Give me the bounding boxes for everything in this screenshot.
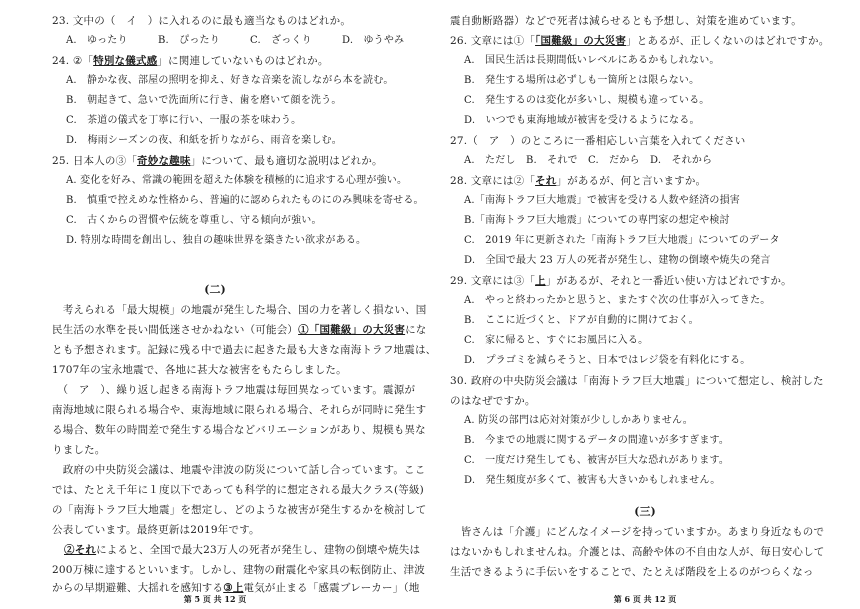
q29-option-c: C. 家に帰ると、すぐにお風呂に入る。 xyxy=(464,335,649,346)
q28-underlined-phrase: それ xyxy=(535,175,557,187)
passage-underline-2: ②それ xyxy=(64,544,97,556)
right-page xyxy=(430,0,860,609)
q29-stem: 29. 文章には③「上」があるが、それと一番近い使い方はどれですか。 xyxy=(450,275,792,287)
q27-option-b: B. それで xyxy=(526,155,578,166)
q23-option-a: A. ゆったり xyxy=(66,35,128,46)
q28-stem: 28. 文章には②「それ」があるが、何と言いますか。 xyxy=(450,175,707,187)
passage-line-3: とも予想されます。記録に残る中で過去に起きた最も大きな南海トラフ地震は、 xyxy=(52,344,437,356)
q26-option-b: B. 発生する場所は必ずしも一箇所とは限らない。 xyxy=(464,75,700,86)
q28-option-c: C. 2019 年に更新された「南海トラフ巨大地震」についてのデータ xyxy=(464,235,780,246)
passage-line-7: る場合、数年の時間差で発生する場合などバリエーションがあり、規模も異な xyxy=(52,424,426,436)
q30-stem-line-1: 30. 政府の中央防災会議は「南海トラフ巨大地震」について想定し、検討した xyxy=(450,375,824,387)
q26-stem: 26. 文章には①「「国難級」の大災害」とあるが、正しくないのはどれですか。 xyxy=(450,35,830,47)
passage3-line-2: はないかもしれませんね。介護とは、高齢や体の不自由な人が、毎日安心して xyxy=(450,546,825,558)
q23-option-b: B. ぴったり xyxy=(158,35,220,46)
q29-option-d: D. プラゴミを減らそうと、日本ではレジ袋を有料化にする。 xyxy=(464,355,751,366)
passage-line-1: 考えられる「最大規模」の地震が発生した場合、国の力を著しく損ない、国 xyxy=(52,304,427,316)
q26-option-d: D. いつでも東海地域が被害を受けるようになる。 xyxy=(464,115,700,126)
q24-stem: 24. ②「特別な儀式感」に関連していないものはどれか。 xyxy=(52,55,329,67)
q30-option-d: D. 発生頻度が多くて、被害も大きいかもしれません。 xyxy=(464,475,721,486)
q24-underlined-phrase: 特別な儀式感 xyxy=(93,55,158,67)
passage-line-14: 200万棟に達するといいます。しかし、建物の耐震化や家具の転倒防止、津波 xyxy=(52,564,425,576)
q23-option-c: C. ざっくり xyxy=(250,35,312,46)
q25-option-a: A. 変化を好み、常識の範囲を超えた体験を積極的に追求する心理が強い。 xyxy=(66,175,408,186)
passage-line-2: 民生活の水準を長い間低迷させかねない（可能会）①「国難級」の大災害にな xyxy=(52,324,427,336)
passage3-line-3: 生活できるように手伝いをすることで、たとえば階段を上るのがつらくなっ xyxy=(450,566,814,578)
q25-underlined-phrase: 奇妙な趣味 xyxy=(137,155,191,167)
q26-option-c: C. 発生するのは変化が多いし、規模も違っている。 xyxy=(464,95,710,106)
q29-option-b: B. ここに近づくと、ドアが自動的に開けておく。 xyxy=(464,315,699,326)
right-page-footer: 第 6 页 共 12 页 xyxy=(613,594,677,604)
q27-stem: 27.（ ア ）のところに一番相応しい言葉を入れてください xyxy=(450,135,746,147)
passage-line-10: では、たとえ千年に１度以下であっても科学的に想定される最大クラス(等級) xyxy=(52,484,424,496)
q30-option-b: B. 今までの地震に関するデータの間違いが多すぎます。 xyxy=(464,435,730,446)
q23-option-d: D. ゆうやみ xyxy=(342,35,405,46)
q27-option-d: D. それから xyxy=(650,155,713,166)
q23-options xyxy=(66,34,434,48)
q30-stem-line-2: のはなぜですか。 xyxy=(450,395,536,407)
q28-option-a: A.「南海トラフ巨大地震」で被害を受ける人数や経済の損害 xyxy=(464,195,740,206)
q25-option-b: B. 慎重で控えめな性格から、普遍的に認められたものにのみ興味を寄せる。 xyxy=(66,195,424,206)
q24-option-c: C. 茶道の儀式を丁寧に行い、一服の茶を味わう。 xyxy=(66,115,302,126)
section-heading-2: (二) xyxy=(204,283,226,296)
passage-continuation: 震自動断路器）などで死者は減らせるとも予想し、対策を進めています。 xyxy=(450,15,802,27)
passage-line-13: ②それによると、全国で最大23万人の死者が発生し、建物の倒壊や焼失は xyxy=(64,544,421,556)
passage-line-8: りました。 xyxy=(52,444,106,456)
passage3-line-1: 皆さんは「介護」にどんなイメージを持っていますか。あまり身近なもので xyxy=(450,526,825,538)
q27-option-c: C. だから xyxy=(588,155,640,166)
left-page-footer: 第 5 页 共 12 页 xyxy=(183,594,247,604)
q25-option-d: D. 特別な時間を創出し、独自の趣味世界を築きたい欲求がある。 xyxy=(66,235,367,246)
passage-line-12: 公表しています。最終更新は2019年です。 xyxy=(52,524,260,536)
q30-option-a: A. 防災の部門は応対対策が少ししかありません。 xyxy=(464,415,693,426)
q29-underlined-phrase: 上 xyxy=(535,275,546,287)
section-heading-3: (三) xyxy=(634,505,656,518)
passage-line-11: の「南海トラフ巨大地震」を想定し、どのような被害が発生するかを検討して xyxy=(52,504,427,516)
q25-option-c: C. 古くからの習慣や伝統を尊重し、守る傾向が強い。 xyxy=(66,215,322,226)
q28-option-d: D. 全国で最大 23 万人の死者が発生し、建物の倒壊や焼失の発言 xyxy=(464,255,771,266)
q25-stem: 25. 日本人の③「奇妙な趣味」について、最も適切な説明はどれか。 xyxy=(52,155,383,167)
q27-option-a: A. ただし xyxy=(464,155,516,166)
q24-option-a: A. 静かな夜、部屋の照明を抑え、好きな音楽を流しながら本を読む。 xyxy=(66,75,394,86)
q24-option-b: B. 朝起きて、急いで洗面所に行き、歯を磨いて顔を洗う。 xyxy=(66,95,342,106)
passage-underline-1: ①「国難級」の大災害 xyxy=(298,324,406,336)
passage-line-5: （ ア ）、繰り返し起きる南海トラフ地震は毎回異なっています。震源が xyxy=(52,384,416,396)
passage-line-15: からの早期避難、大揺れを感知する③上電気が止まる「感震ブレーカー」（地 xyxy=(52,582,420,594)
q28-option-b: B.「南海トラフ巨大地震」についての専門家の想定や検討 xyxy=(464,215,730,226)
q29-option-a: A. やっと終わったかと思うと、またすぐ次の仕事が入ってきた。 xyxy=(464,295,771,306)
q26-option-a: A. 国民生活は長期間低いレベルにあるかもしれない。 xyxy=(464,55,720,66)
passage-underline-3: ③上 xyxy=(223,582,244,594)
q23-stem: 23. 文中の（ イ ）に入れるのに最も適当なものはどれか。 xyxy=(52,15,352,27)
passage-line-9: 政府の中央防災会議は、地震や津波の防災について話し合っています。ここ xyxy=(52,464,426,476)
q30-option-c: C. 一度だけ発生しても、被害が巨大な恐れがあります。 xyxy=(464,455,730,466)
passage-line-4: 1707年の宝永地震で、各地に甚大な被害をもたらしました。 xyxy=(52,364,347,376)
q24-option-d: D. 梅雨シーズンの夜、和紙を折りながら、雨音を楽しむ。 xyxy=(66,135,342,146)
passage-line-6: 南海地域に限られる場合や、東海地域に限られる場合、それらが同時に発生す xyxy=(52,404,427,416)
q26-underlined-phrase: 「国難級」の大災害 xyxy=(535,35,627,47)
q27-options xyxy=(464,154,712,168)
